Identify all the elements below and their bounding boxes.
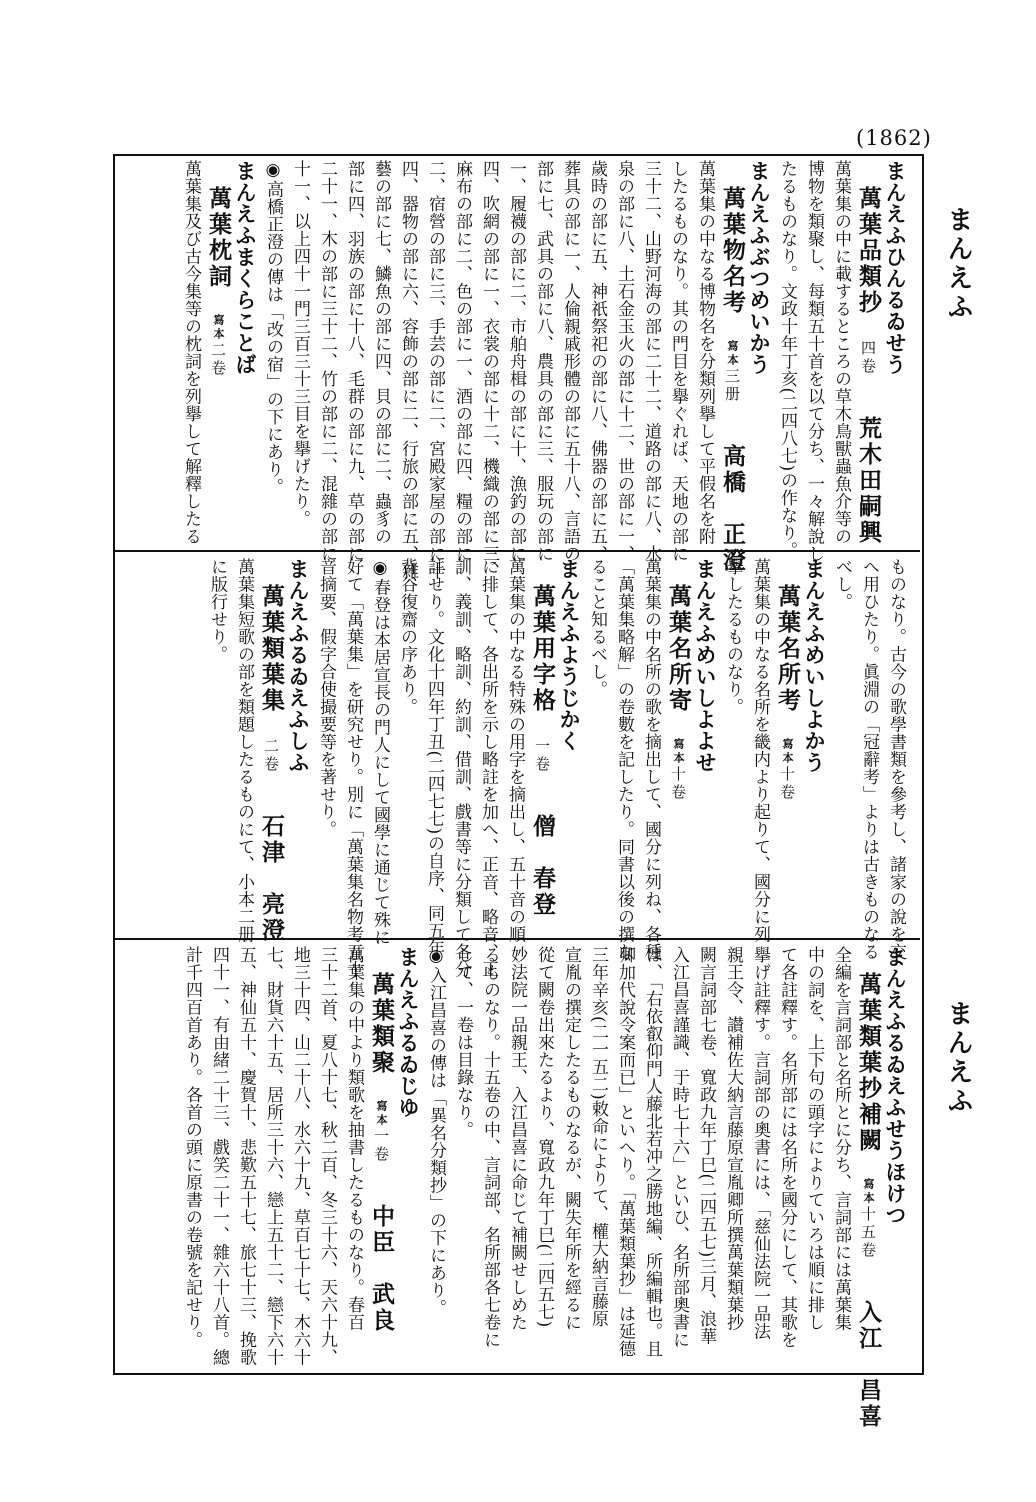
entry-reading: まんえふまくらことば <box>233 160 258 375</box>
volume-count: 十卷 <box>669 766 687 802</box>
text-column: 三十二首、夏八十七、秋二百、冬三十六、天六十九、 <box>317 946 337 1366</box>
author-name: 高橋 正澄 <box>719 444 746 574</box>
volume-count: 一卷 <box>372 1128 390 1164</box>
text-column: 萬葉集の中なる名所を畿内より起りて、國分に列 <box>750 558 770 943</box>
entry-title-line <box>855 160 881 544</box>
text-column: 博物を類聚し、每類五十首を以て分ち、一々解說し <box>804 160 824 563</box>
text-column: 地三十四、山二十八、水六十九、草百七十七、木六十 <box>290 946 310 1366</box>
entry-title: 萬葉類聚 <box>368 972 395 1076</box>
text-column: 三十二、山野河海の部に二十二、道路の部に八、水 <box>641 160 661 563</box>
text-column: 萬葉集の中なる特殊の用字を摘出し、五十音の順 <box>505 558 525 943</box>
text-column: べし。 <box>832 558 852 611</box>
entry-title-line <box>205 160 231 544</box>
text-column: ◉高橋正澄の傳は「改の宿」の下にあり。 <box>263 160 283 496</box>
text-column: へ用ひたり。眞淵の「冠辭考」よりは古きものなる <box>859 558 879 961</box>
text-column: 親王令、讃補佐大納言藤原宣胤卿所撰萬葉類葉抄 <box>723 946 743 1331</box>
text-column: 擧したるものなり。 <box>723 558 743 716</box>
entry-title: 萬葉名所考 <box>774 584 801 714</box>
entry-title: 萬葉枕詞 <box>205 186 232 290</box>
entry-reading: まんえふぶつめいかう <box>747 160 772 375</box>
text-column: 萬葉集短歌の部を類題したるものにて、小本二册 <box>234 558 254 943</box>
text-column: て各註釋す。名所部には名所を國分にして、其歌を <box>777 946 797 1349</box>
text-column: 二、宿營の部に三、手芸の部に二、宮殿家屋の部に十 <box>425 160 445 580</box>
text-column: 葬具の部に一、人倫親戚形體の部に五十八、言語の <box>560 160 580 563</box>
text-column: 一、履襪の部に二、市舶舟楫の部に十、漁釣の部に <box>506 160 526 563</box>
text-column: 四、器物の部に六、容飾の部に二、行旅の部に五、雜 <box>398 160 418 580</box>
text-column: 闕言詞部七卷、寬政九年丁巳(二四五七)三月、浪華 <box>696 946 716 1346</box>
edition-note: 寫本 <box>672 738 685 766</box>
page-number: (1862) <box>856 126 932 150</box>
text-column: 全編を言詞部と名所とに分ち、言詞部には萬葉集 <box>831 946 851 1331</box>
entry-title: 萬葉用字格 <box>529 584 556 714</box>
text-column: 擧げ註釋す。言詞部の奧書には、「慈仙法院一品法 <box>750 946 770 1340</box>
text-column: 「萬葉集略解」の卷數を記したり。同書以後の撰な <box>614 558 634 961</box>
entry-title: 萬葉品類抄 <box>855 186 882 316</box>
text-column: 宣胤の撰定したるものなるが、闕失年所を經るに <box>561 946 581 1331</box>
text-column: は、「右依叡仰門人藤北若冲之勝地編、所編輯也。且 <box>642 946 662 1358</box>
edition-note: 寫本 <box>862 1178 875 1206</box>
entry-title-line <box>368 946 394 1364</box>
text-column: 好て「萬葉集」を研究せり。別に「萬葉集名物考五十 <box>343 558 363 978</box>
entry-title: 萬葉物名考 <box>719 186 746 316</box>
entry-title: 萬葉類葉集 <box>258 584 285 714</box>
text-column: 萬葉集及び古今集等の枕詞を列擧して解釋したる <box>181 160 201 545</box>
text-column: 萬葉集の中に載するところの草木鳥獸蟲魚介等の <box>831 160 851 545</box>
text-column: 十一、以上四十一門三百三十三目を擧げたり。 <box>290 160 310 528</box>
entry-title-line <box>258 558 285 944</box>
author-name: 中臣 武良 <box>368 1204 395 1334</box>
text-column: 妙法院一品親王、入江昌喜に命じて補闕せしめた <box>507 946 527 1331</box>
text-column: 音摘要、假字合使撮要等を著せり。 <box>316 558 336 838</box>
entry-reading: まんえふめいしよかう <box>802 558 827 773</box>
author-name: 荒木田嗣興 <box>855 416 882 546</box>
text-column: ◉春登は本居宣長の門人にして國學に通じて殊に <box>370 558 390 946</box>
running-head: まんえふ <box>943 1000 973 1116</box>
entry-title-line <box>719 160 746 574</box>
text-column: 註せり。文化十四年丁丑(二四七七)の自序、同五年 <box>424 558 444 958</box>
entry-reading: まんえふるゐじゆ <box>396 946 421 1118</box>
author-name: 入江 昌喜 <box>855 1300 882 1430</box>
text-column: 訓、義訓、略訓、約訓、借訓、戲書等に分類して各分 <box>451 558 471 978</box>
volume-count: 四卷 <box>859 340 877 376</box>
volume-count: 十卷 <box>778 766 796 802</box>
volume-count: 十五卷 <box>859 1206 877 1260</box>
text-column: 二十一、木の部に三十二、竹の部に二、混雜の部に <box>317 160 337 563</box>
entry-title: 萬葉類葉抄補闕 <box>855 972 882 1154</box>
volume-count: 二卷 <box>262 738 280 774</box>
author-name: 石津 亮澄 <box>258 814 285 944</box>
text-column: 從て闕卷出來たるより、寬政九年丁巳(二四五七) <box>534 946 554 1328</box>
text-column: ること知るべし。 <box>587 558 607 698</box>
text-column: 泉の部に八、土石金玉火の部に十二、世の部に一、 <box>614 160 634 563</box>
text-column: したるものなり。其の門目を擧ぐれば、天地の部に <box>668 160 688 563</box>
volume-count: 二卷 <box>209 342 227 378</box>
running-head: まんえふ <box>943 206 973 322</box>
entry-reading: まんえふようじかく <box>557 558 582 752</box>
text-column: に排して、各出所を示し略註を加へ、正音、略音、正 <box>478 558 498 978</box>
text-column: 計千四百首あり。各首の頭に原書の卷號を記せり。 <box>182 946 202 1349</box>
text-column: 背谷復齋の序あり。 <box>397 558 417 716</box>
entry-reading: まんえふるゐえふせうほけつ <box>883 946 908 1226</box>
text-column: 萬葉集の中より類歌を抽書したるものなり。春百 <box>344 946 364 1331</box>
text-column: 部に七、武具の部に八、農具の部に三、服玩の部に <box>533 160 553 563</box>
top-section <box>128 160 908 580</box>
text-column: 萬葉集の中名所の歌を摘出して、國分に列ね、各種 <box>641 558 661 961</box>
text-column: 四十一、有由緒二十三、戲笑二十一、雜六十八首。總 <box>209 946 229 1366</box>
text-column: 部に四、羽族の部に十八、毛群の部に九、草の部に <box>344 160 364 563</box>
entry-reading: まんえふめいしよよせ <box>693 558 718 773</box>
text-column: 五、神仙五十、慶賀十、悲歎五十七、旅七十三、挽歌 <box>236 946 256 1366</box>
text-column: 萬葉集の中なる博物名を分類列擧して平假名を附 <box>695 160 715 545</box>
bottom-section <box>128 946 908 1430</box>
author-name: 僧 春登 <box>529 814 556 918</box>
entry-title-line <box>855 946 882 1430</box>
text-column: たるものなり。文政十年丁亥(二四八七)の作なり。 <box>777 160 797 560</box>
entry-reading: まんえふるゐえふしふ <box>286 558 311 773</box>
text-column: して、一卷は目錄なり。 <box>453 946 473 1139</box>
entry-title-line <box>665 558 691 932</box>
edition-note: 寫本 <box>781 738 794 766</box>
text-column: 藝の部に七、鱗魚の部に四、貝の部に二、蟲豸の <box>371 160 391 545</box>
text-column: 歲時の部に五、神祇祭祀の部に八、佛器の部に五、 <box>587 160 607 563</box>
text-column: 入江昌喜謹識、于時七十六」といひ、名所部奧書に <box>669 946 689 1349</box>
text-column: に版行せり。 <box>207 558 227 663</box>
text-column: 卿加代說令案而已」といへり。「萬葉類葉抄」は延德 <box>615 946 635 1358</box>
edition-note: 寫本 <box>212 314 225 342</box>
text-column: 七、財貨六十五、居所三十六、戀上五十二、戀下六十 <box>263 946 283 1366</box>
text-column: ◉入江昌喜の傳は「異名分類抄」の下にあり。 <box>426 946 446 1317</box>
middle-section <box>128 558 908 978</box>
text-column: 四、吹網の部に一、衣裳の部に十二、機織の部に三、 <box>479 160 499 580</box>
text-column: 三年辛亥(二一五二)敕命によりて、權大納言藤原 <box>588 946 608 1328</box>
entry-title: 萬葉名所寄 <box>665 584 692 714</box>
text-column: 麻布の部に二、色の部に一、酒の部に四、糧の部に <box>452 160 472 563</box>
entry-title-line <box>774 558 800 932</box>
entry-reading: まんえふひんるゐせう <box>883 160 908 375</box>
text-column: ものなり。古今の歌學書類を參考し、諸家の說を交 <box>886 558 906 961</box>
text-column: るものなり。十五卷の中、言詞部、名所部各七卷に <box>480 946 500 1349</box>
volume-count: 一卷 <box>533 738 551 774</box>
entry-title-line <box>529 558 555 932</box>
text-column: 中の詞を、上下句の頭字によりていろは順に排し <box>804 946 824 1331</box>
edition-note: 寫本 <box>726 340 739 368</box>
edition-note: 寫本 <box>375 1100 388 1128</box>
volume-count: 三册 <box>723 368 741 404</box>
